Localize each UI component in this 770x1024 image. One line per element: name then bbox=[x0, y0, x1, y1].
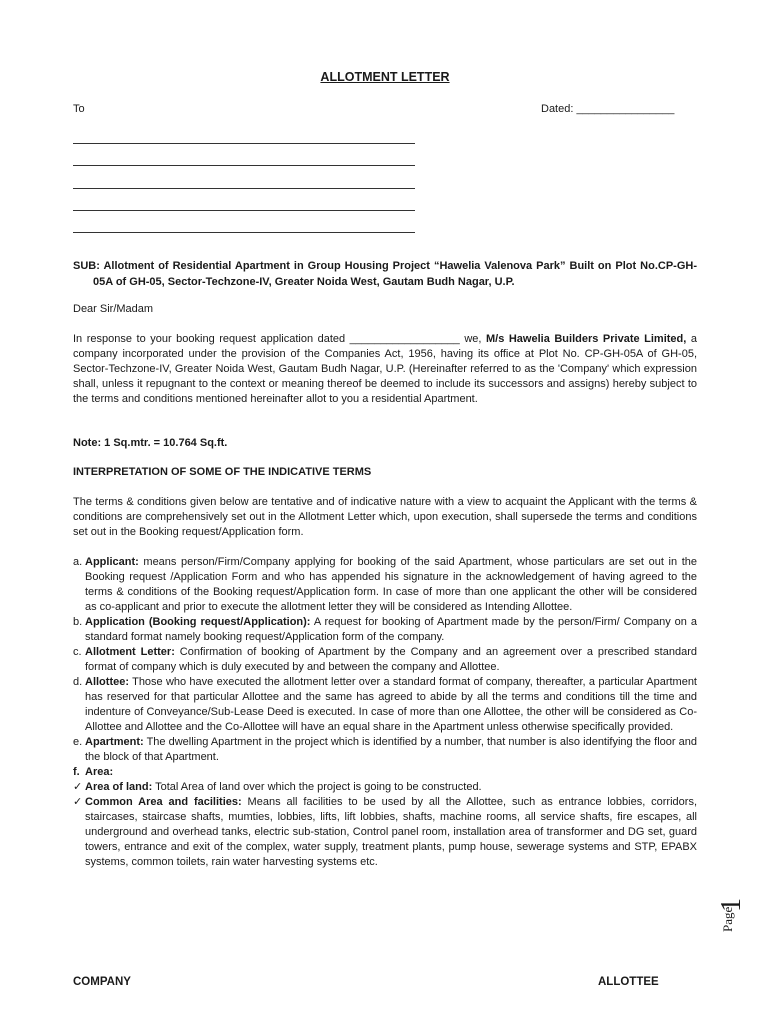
intro-paragraph bbox=[73, 332, 697, 407]
address-line-4 bbox=[73, 210, 415, 211]
terms-intro-paragraph: The terms & conditions given below are tentative and of indicative nature with a view to acquaint the Applicant with the terms & conditions are comprehensively set out in the Allotment Letter which, upon execution, shall supersede the terms and conditions set out in the Booking request/Application form. bbox=[73, 496, 697, 538]
definition-term: Application (Booking request/Application): bbox=[85, 616, 311, 628]
page-number: 1 bbox=[716, 898, 747, 912]
definition-text: Confirmation of booking of Apartment by the Company and an agreement over a prescribed standard format of company which is duly executed by and between the company and Allottee. bbox=[85, 646, 697, 673]
area-item bbox=[73, 780, 697, 795]
address-line-1 bbox=[73, 143, 415, 144]
salutation: Dear Sir/Madam bbox=[73, 303, 154, 315]
definition-item bbox=[73, 765, 697, 780]
page-word: Page bbox=[720, 906, 735, 932]
subject-text: SUB: Allotment of Residential Apartment in Group Housing Project “Hawelia Valenova Park” Built on Plot No.CP-GH-05A of GH-05, Sector-Techzone-IV, Greater Noida West, Gautam Budh Nagar, U.P. bbox=[73, 260, 697, 288]
address-line-2 bbox=[73, 165, 415, 166]
address-line-5 bbox=[73, 232, 415, 233]
area-item bbox=[73, 795, 697, 870]
definition-text: A request for booking of Apartment made by the person/Firm/ Company on a standard format namely booking request/Application form of the company. bbox=[85, 616, 697, 643]
definition-term: Applicant: bbox=[85, 556, 139, 568]
area-term: Area of land: bbox=[85, 781, 153, 793]
note-line: Note: 1 Sq.mtr. = 10.764 Sq.ft. bbox=[73, 437, 228, 449]
check-mark-icon: ✓ bbox=[73, 781, 83, 793]
definition-item bbox=[73, 735, 697, 765]
definition-item bbox=[73, 645, 697, 675]
area-term: Common Area and facilities: bbox=[85, 796, 242, 808]
document-title: ALLOTMENT LETTER bbox=[320, 70, 450, 84]
definition-text: means person/Firm/Company applying for booking of the said Apartment, whose particulars are set out in the Booking request /Application Form and who has appended his signature in the acknowledgement of having agreed to the terms & conditions of the Booking request/Application form. In case of more than one applicant the other will be considered as co-applicant and prior to execute the allotment letter they will be considered as Intending Allottee. bbox=[85, 556, 697, 613]
definitions-list bbox=[73, 555, 697, 870]
area-text: Means all facilities to be used by all the Allottee, such as entrance lobbies, corridors, staircases, staircase shafts, mumties, lobbies, lifts, lift lobbies, shafts, machine rooms, all service shafts, fire escapes, all underground and overhead tanks, electric sub-station, Control panel room, installation area of transformer and DG set, guard towers, entrance and exit of the complex, water supply, treatment plants, pump house, sewerage systems and STP, EPABX systems, common toilets, rain water harvesting systems etc. bbox=[85, 796, 697, 868]
definition-term: Allotment Letter: bbox=[85, 646, 175, 658]
item-marker: e. bbox=[73, 736, 83, 748]
check-mark-icon: ✓ bbox=[73, 796, 83, 808]
definition-item bbox=[73, 615, 697, 645]
item-marker: d. bbox=[73, 676, 83, 688]
area-text: Total Area of land over which the project is going to be constructed. bbox=[152, 781, 482, 793]
definition-term: Allottee: bbox=[85, 676, 129, 688]
intro-part-2: a company incorporated under the provision of the Companies Act, 1956, having its office at Plot No. CP-GH-05A of GH-05, Sector-Techzone-IV, Greater Noida West, Gautam Budh Nagar, U.P. (Hereinafter referred to as the 'Company' which expression shall, unless it repugnant to the context or meaning thereof be deemed to include its successors and assigns) hereby subject to the terms and conditions mentioned hereinafter allot to you a residential Apartment. bbox=[73, 333, 697, 405]
item-marker: a. bbox=[73, 556, 83, 568]
intro-part-1: In response to your booking request application dated __________________ we, bbox=[73, 333, 486, 345]
address-line-3 bbox=[73, 188, 415, 189]
to-label: To bbox=[73, 103, 85, 115]
item-marker: b. bbox=[73, 616, 83, 628]
definition-text: Those who have executed the allotment letter over a standard format of company, thereafter, a particular Apartment has reserved for that particular Allottee and the same has agreed to abide by all the terms and conditions till the time and indenture of Conveyance/Sub-Lease Deed is executed. In case of more than one Allottee, the other will be considered as Co-Allottee and Allottee and the Co-Allottee will have an equal share in the Apartment unless otherwise specifically provided. bbox=[85, 676, 697, 733]
item-marker: f. bbox=[73, 766, 80, 778]
definition-term: Apartment: bbox=[85, 736, 144, 748]
section-heading: INTERPRETATION OF SOME OF THE INDICATIVE TERMS bbox=[73, 466, 372, 478]
definition-term: Area: bbox=[85, 766, 114, 778]
page-indicator bbox=[718, 888, 758, 938]
footer-allottee-label: ALLOTTEE bbox=[598, 976, 659, 988]
definition-item bbox=[73, 555, 697, 615]
definition-text: The dwelling Apartment in the project which is identified by a number, that number is also identifying the floor and the block of that Apartment. bbox=[85, 736, 697, 763]
company-name: M/s Hawelia Builders Private Limited, bbox=[485, 333, 687, 345]
item-marker: c. bbox=[73, 646, 82, 658]
dated-field: Dated: ________________ bbox=[541, 103, 675, 115]
footer-company-label: COMPANY bbox=[73, 976, 131, 988]
subject-line bbox=[73, 258, 697, 290]
definition-item bbox=[73, 675, 697, 735]
